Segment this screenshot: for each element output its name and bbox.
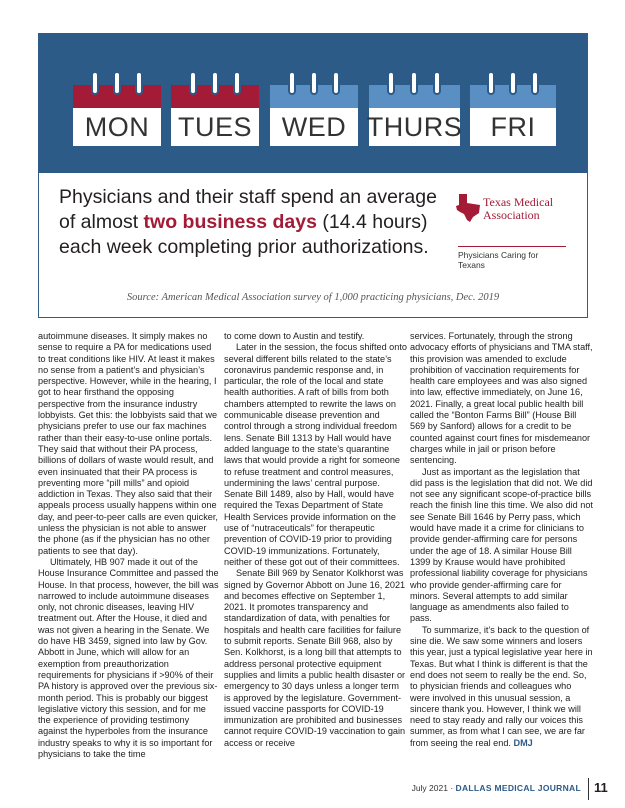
calendar-day-label: MON [84, 111, 150, 142]
article-paragraph [224, 342, 407, 568]
tma-logo-line2: Association [483, 208, 540, 222]
footer-publication: DALLAS MEDICAL JOURNAL [455, 783, 581, 793]
source-citation: Source: American Medical Association survey of 1,000 practicing physicians, Dec. 2019 [126, 292, 500, 303]
headline-highlight: two business days [143, 211, 317, 233]
calendar-day-label: FRI [490, 111, 536, 142]
tma-logo [453, 190, 571, 270]
calendar-ring [509, 71, 517, 95]
calendar-day-label: TUES [177, 111, 252, 142]
infographic-headline [59, 185, 449, 260]
calendar-tuesday [171, 85, 259, 146]
calendar-banner [39, 34, 587, 173]
headline-pre: Physicians and their staff spend an average of almost [59, 186, 437, 233]
paragraph-text: autoimmune diseases. It simply makes no sense to require a PA for medications used to treat conditions like HIV. At least it makes no sense from a patient’s and physician’s perspective. However, while in the hearing, I got to hear firsthand the opposing perspective from the insurance industry lobbyists. Get this: the lobbyists said that we physicians prefer to use our fax machines rather than their easy-to-use online portals. They said that without their PA process, billions of dollars of waste would result, and even insinuated that their PA process is preventing more “pill mills” and opioid addiction in Texas. They also said that their appeals process usually happens within one day, and peer-to-peer calls are even quicker, unless the physician is not able to answer the phone (as if the physician has no other patients to see that day). [38, 331, 218, 556]
tma-logo-text [483, 196, 553, 222]
article-paragraph [410, 467, 593, 625]
calendar-ring [211, 71, 219, 95]
calendar-ring [310, 71, 318, 95]
page-number: 11 [594, 780, 608, 795]
calendar-thursday [366, 85, 463, 146]
calendar-ring [387, 71, 395, 95]
calendar-ring [332, 71, 340, 95]
footer-divider [588, 778, 589, 800]
calendar-ring [410, 71, 418, 95]
calendar-ring [113, 71, 121, 95]
calendar-ring [189, 71, 197, 95]
paragraph-text: To summarize, it’s back to the question of sine die. We saw some winners and losers this year, just a typical legislative year here in Texas. But what I think is different is that the end does not seem to really be the end. So, to physician friends and colleagues who were involved in this unusual session, a sincere thank you. However, I think we will need to stay ready and rally our voices this summer, as from what I can see, we are far from seeing the real end. [410, 624, 593, 748]
calendar-wednesday [270, 85, 358, 146]
calendar-day-label: WED [281, 111, 347, 142]
infographic [38, 33, 588, 318]
paragraph-text: Ultimately, HB 907 made it out of the House Insurance Committee and passed the House. In that process, however, the bill was narrowed to include autoimmune diseases only, not chronic diseases, leaving HIV treatment out. After the House, it died and was not given a hearing in the Senate. We do have HB 3459, signed into law by Gov. Abbott in June, which will allow for an exemption from preauthorization requirements for physicians if >90% of their PA history is approved over the previous six-month period. This is probably our biggest legislative victory this session, and for me the experience of providing testimony against the hyperboles from the insurance industry speaks to why it is so important for physicians to take the time [38, 556, 219, 759]
tma-tagline: Physicians Caring for Texans [458, 246, 566, 270]
article-paragraph [410, 331, 593, 467]
paragraph-text: Senate Bill 969 by Senator Kolkhorst was signed by Governor Abbott on June 16, 2021 and becomes effective on September 1, 2021. It promotes transparency and standardization of data, with penalties for hospitals and health care facilities for failure to submit reports. Senate Bill 968, also by Sen. Kolkhorst, is a long bill that attempts to address personal protective equipment supplies and limits a public health disaster or emergency to 30 days unless a longer term is approved by the legislature. Government-issued vaccine passports for COVID-19 immunization are prohibited and businesses cannot require COVID-19 vaccination to gain access or receive [224, 568, 406, 748]
article-paragraph [410, 625, 593, 749]
footer-text [412, 783, 581, 793]
calendar-ring [531, 71, 539, 95]
calendar-day-label: THURS [366, 111, 463, 142]
calendar-monday [73, 85, 161, 146]
paragraph-text: services. Fortunately, through the strong advocacy efforts of physicians and TMA staff, this provision was amended to exclude prohibition of vaccination requirements for health care employees and was also signed into law, effective immediately, on June 16, 2021. Finally, a great local public health bill called the “Bonton Farms Bill” (House Bill 569 by Sanford) allows for a credit to be counted against court fines for misdemeanor charges while in jail or prison before sentencing. [410, 331, 593, 466]
footer-separator: · [450, 783, 454, 793]
page-footer [0, 778, 625, 800]
article-paragraph [38, 331, 221, 557]
calendar-friday [470, 85, 556, 146]
paragraph-text: to come down to Austin and testify. [224, 331, 365, 341]
article-paragraph [224, 568, 407, 749]
calendar-ring [233, 71, 241, 95]
article-paragraph [224, 331, 407, 342]
calendar-ring [91, 71, 99, 95]
end-mark: DMJ [513, 737, 533, 748]
calendar-ring [288, 71, 296, 95]
calendar-ring [135, 71, 143, 95]
article-column-3 [410, 331, 593, 749]
article-column-2 [224, 331, 407, 749]
article-paragraph [38, 557, 221, 760]
paragraph-text: Later in the session, the focus shifted onto several different bills related to the state’s coronavirus pandemic response and, in particular, the role of the local and state health authorities. A raft of bills from both chambers attempted to rewrite the laws on communicable disease prevention and control through a strong individual freedom lens. Senate Bill 1313 by Hall would have added language to the state’s quarantine laws that would provide a right for someone to refuse treatment and control measures, undermining the laws’ central purpose. Senate Bill 1489, also by Hall, would have required the Texas Department of State Health Services provide information on the use of “nutraceuticals” for therapeutic prevention of COVID-19 prior to providing COVID-19 immunizations. Fortunately, neither of these got out of their committees. [224, 342, 407, 567]
footer-date: July 2021 [411, 783, 448, 793]
article-column-1 [38, 331, 221, 760]
paragraph-text: Just as important as the legislation that did pass is the legislation that did not. We did not see any significant scope-of-practice bills reach the finish line this time. We also did not see Senate Bill 1646 by Perry pass, which would have made it a crime for clinicians to provide gender-affirming care for persons under the age of 18. A similar House Bill 1399 by Krause would have prohibited professional liability coverage for physicians who provide gender-affirming care for minors. Several attempts to add similar language as amendments also failed to pass. [410, 466, 593, 624]
calendar-ring [487, 71, 495, 95]
tma-logo-line1: Texas Medical [483, 195, 554, 209]
headline-post: (14.4 hours) each week completing prior authorizations. [59, 211, 429, 258]
texas-map-icon [455, 193, 481, 223]
calendar-ring [433, 71, 441, 95]
